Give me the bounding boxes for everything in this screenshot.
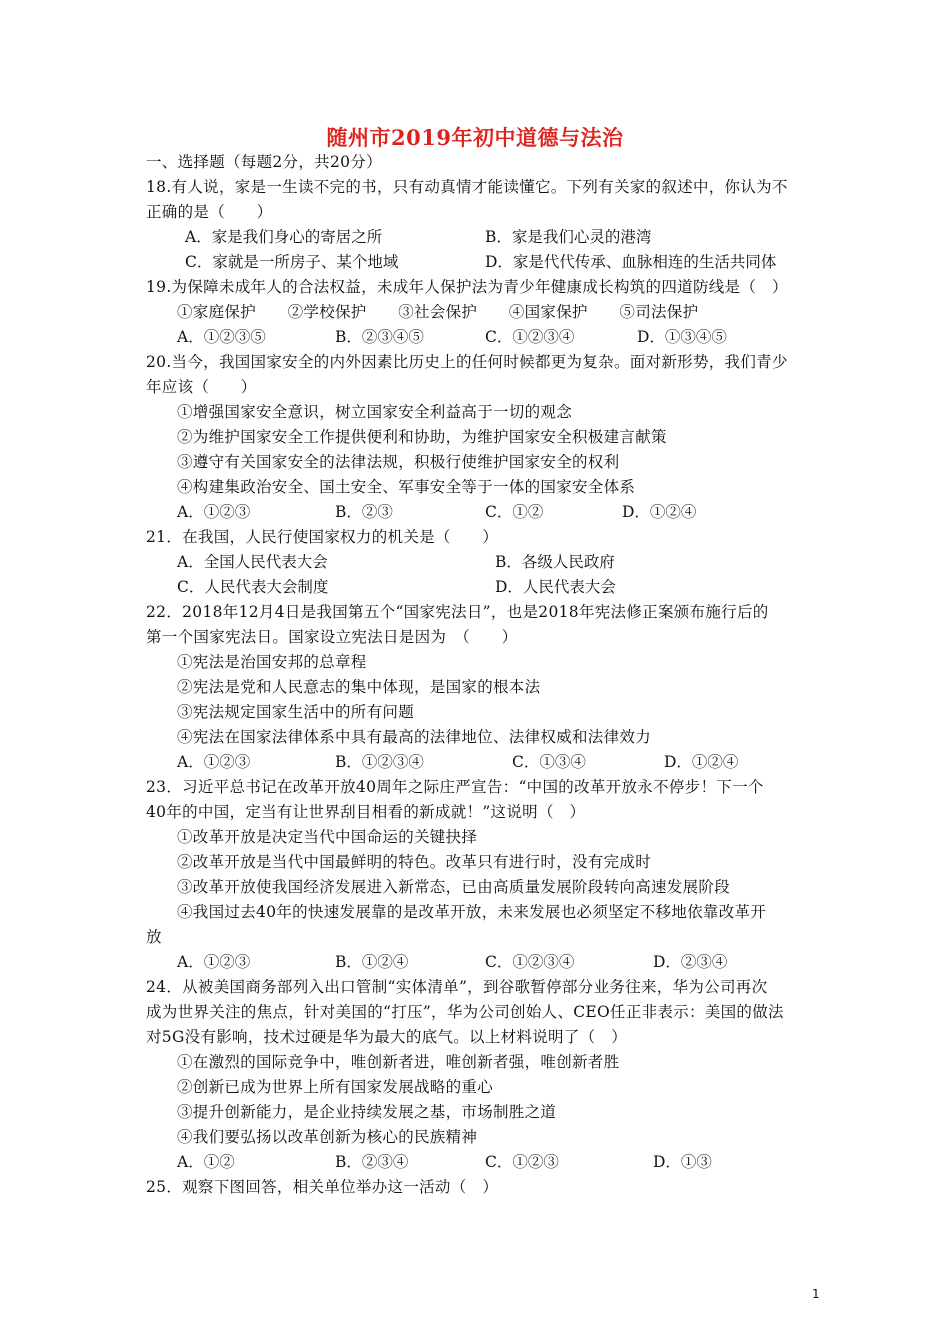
q23-item-1: ①改革开放是决定当代中国命运的关键抉择 <box>177 828 478 846</box>
q20-item-3: ③遵守有关国家安全的法律法规，积极行使维护国家安全的权利 <box>177 453 620 471</box>
q20-option-c: C．①② <box>485 503 544 521</box>
q20-option-a: A．①②③ <box>177 503 251 521</box>
q22-item-4: ④宪法在国家法律体系中具有最高的法律地位、法律权威和法律效力 <box>177 728 652 746</box>
q24-item-4: ④我们要弘扬以改革创新为核心的民族精神 <box>177 1128 478 1146</box>
section-heading: 一、选择题（每题2分，共20分） <box>146 153 382 171</box>
q21-option-d: D．人民代表大会 <box>495 578 616 596</box>
q22-option-d: D．①②④ <box>664 753 739 771</box>
q23-item-4: ④我国过去40年的快速发展靠的是改革开放，未来发展也必须坚定不移地依靠改革开 <box>177 903 767 921</box>
q24-item-2: ②创新已成为世界上所有国家发展战略的重心 <box>177 1078 494 1096</box>
q18-option-d: D．家是代代传承、血脉相连的生活共同体 <box>485 253 777 271</box>
q19-items: ①家庭保护 ②学校保护 ③社会保护 ④国家保护 ⑤司法保护 <box>177 303 699 321</box>
q19-stem-line1: 19.为保障未成年人的合法权益，未成年人保护法为青少年健康成长构筑的四道防线是（ ） <box>146 278 788 296</box>
q22-option-c: C．①③④ <box>512 753 586 771</box>
q23-item-4-cont: 放 <box>146 928 162 946</box>
q20-stem-line2: 年应该（ ） <box>146 378 257 396</box>
q21-option-c: C．人民代表大会制度 <box>177 578 329 596</box>
q23-option-a: A．①②③ <box>177 953 251 971</box>
q22-option-a: A．①②③ <box>177 753 251 771</box>
q20-option-b: B．②③ <box>335 503 393 521</box>
q24-option-d: D．①③ <box>653 1153 712 1171</box>
q23-item-3: ③改革开放使我国经济发展进入新常态，已由高质量发展阶段转向高速发展阶段 <box>177 878 731 896</box>
q22-item-2: ②宪法是党和人民意志的集中体现，是国家的根本法 <box>177 678 541 696</box>
q19-option-d: D．①③④⑤ <box>637 328 727 346</box>
q18-option-c: C．家就是一所房子、某个地域 <box>185 253 399 271</box>
q20-stem-line1: 20.当今，我国国家安全的内外因素比历史上的任何时候都更为复杂。面对新形势，我们青少 <box>146 353 788 371</box>
q24-option-b: B．②③④ <box>335 1153 409 1171</box>
q22-stem-line1: 22．2018年12月4日是我国第五个“国家宪法日”，也是2018年宪法修正案颁布施行后的 <box>146 603 769 621</box>
q24-item-3: ③提升创新能力，是企业持续发展之基，市场制胜之道 <box>177 1103 557 1121</box>
document-title: 随州市2019年初中道德与法治 <box>326 125 624 150</box>
q23-option-c: C．①②③④ <box>485 953 575 971</box>
q24-option-c: C．①②③ <box>485 1153 559 1171</box>
q23-item-2: ②改革开放是当代中国最鲜明的特色。改革只有进行时，没有完成时 <box>177 853 652 871</box>
q22-stem-line2: 第一个国家宪法日。国家设立宪法日是因为 （ ） <box>146 628 518 646</box>
q18-stem-line1: 18.有人说，家是一生读不完的书，只有动真情才能读懂它。下列有关家的叙述中，你认为不 <box>146 178 788 196</box>
q18-stem-line2: 正确的是（ ） <box>146 203 273 221</box>
q23-option-b: B．①②④ <box>335 953 409 971</box>
q21-option-a: A．全国人民代表大会 <box>177 553 328 571</box>
q19-option-b: B．②③④⑤ <box>335 328 424 346</box>
q24-stem-line3: 对5G没有影响，技术过硬是华为最大的底气。以上材料说明了（ ） <box>146 1028 628 1046</box>
q23-stem-line1: 23．习近平总书记在改革开放40周年之际庄严宣告：“中国的改革开放永不停步！下一个 <box>146 778 764 796</box>
q22-option-b: B．①②③④ <box>335 753 424 771</box>
q24-item-1: ①在激烈的国际竞争中，唯创新者进，唯创新者强，唯创新者胜 <box>177 1053 620 1071</box>
page-number: 1 <box>812 1287 820 1301</box>
q18-option-b: B．家是我们心灵的港湾 <box>485 228 652 246</box>
q25-stem-line1: 25．观察下图回答，相关单位举办这一活动（ ） <box>146 1178 499 1196</box>
q22-item-1: ①宪法是治国安邦的总章程 <box>177 653 367 671</box>
q24-stem-line1: 24．从被美国商务部列入出口管制“实体清单”，到谷歌暂停部分业务往来，华为公司再次 <box>146 978 768 996</box>
q24-stem-line2: 成为世界关注的焦点，针对美国的“打压”，华为公司创始人、CEO任正非表示：美国的做法 <box>146 1003 784 1021</box>
q20-option-d: D．①②④ <box>622 503 697 521</box>
q19-option-a: A．①②③⑤ <box>177 328 266 346</box>
q22-item-3: ③宪法规定国家生活中的所有问题 <box>177 703 415 721</box>
q23-option-d: D．②③④ <box>653 953 728 971</box>
q21-stem-line1: 21．在我国，人民行使国家权力的机关是（ ） <box>146 528 499 546</box>
q18-option-a: A．家是我们身心的寄居之所 <box>185 228 383 246</box>
q19-option-c: C．①②③④ <box>485 328 575 346</box>
q24-option-a: A．①② <box>177 1153 235 1171</box>
q20-item-4: ④构建集政治安全、国土安全、军事安全等于一体的国家安全体系 <box>177 478 636 496</box>
q23-stem-line2: 40年的中国，定当有让世界刮目相看的新成就！”这说明（ ） <box>146 803 586 821</box>
q21-option-b: B．各级人民政府 <box>495 553 615 571</box>
q20-item-2: ②为维护国家安全工作提供便利和协助，为维护国家安全积极建言献策 <box>177 428 667 446</box>
q20-item-1: ①增强国家安全意识，树立国家安全利益高于一切的观念 <box>177 403 573 421</box>
